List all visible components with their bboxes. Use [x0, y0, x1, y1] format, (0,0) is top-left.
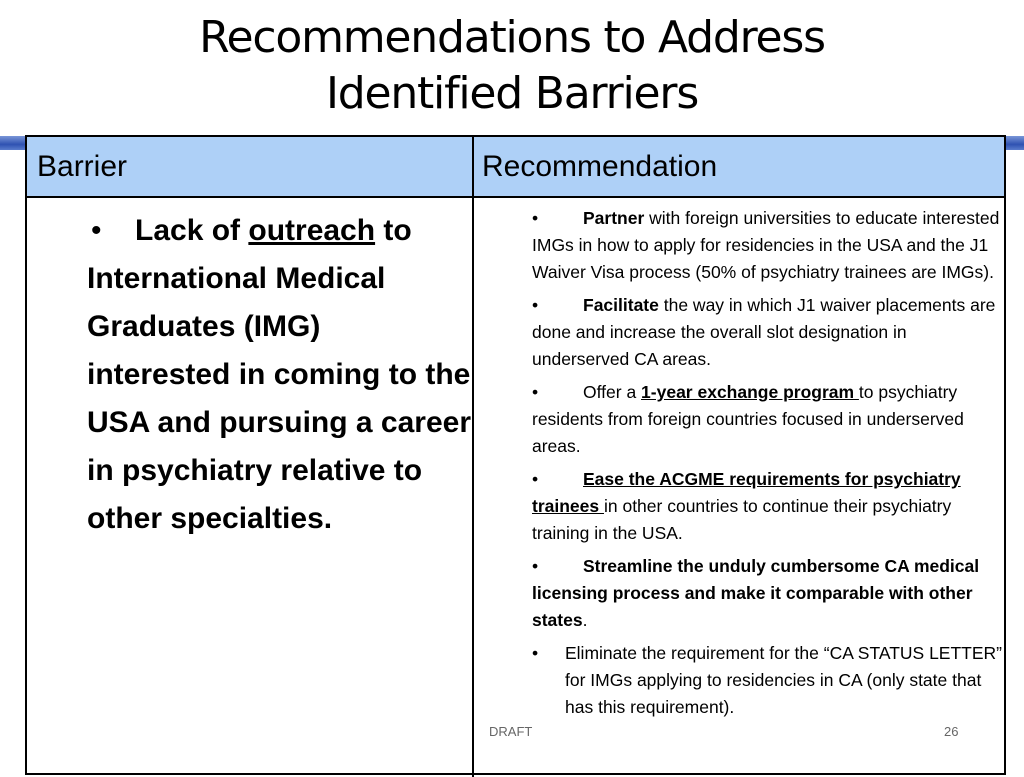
footer-draft-label: DRAFT — [489, 724, 533, 739]
decorative-band-left — [0, 136, 26, 150]
rec-pre: Offer a — [583, 382, 642, 402]
barrier-text-underlined: outreach — [248, 214, 376, 247]
slide-number: 26 — [944, 724, 959, 739]
bullet: • — [532, 643, 539, 663]
recommendation-item — [532, 205, 1002, 286]
barriers-table — [25, 135, 1006, 775]
slide-title-line-2: Identified Barriers — [325, 68, 699, 119]
recommendation-item — [532, 640, 1002, 721]
barrier-text-post: to International Medical Graduates (IMG) interested in coming to the USA and pursuing a career in psychiatry relative to other specialties. — [87, 214, 471, 535]
bullet: • — [532, 382, 539, 402]
rec-bold: Facilitate — [583, 295, 659, 315]
barrier-text-pre: Lack of — [135, 214, 249, 247]
rec-bold: Streamline the unduly cumbersome CA medical licensing process and make it comparable with other states — [532, 556, 980, 630]
bullet: • — [532, 295, 539, 315]
recommendation-item — [532, 379, 1002, 460]
bullet: • — [532, 208, 539, 228]
header-barrier: Barrier — [37, 150, 128, 183]
rec-text: to psychiatry residents from foreign countries focused in underserved areas. — [532, 382, 964, 456]
recommendation-item — [532, 553, 1002, 634]
rec-text: in other countries to continue their psychiatry training in the USA. — [532, 496, 952, 543]
slide-title — [0, 10, 1024, 122]
bullet: • — [532, 469, 539, 489]
rec-text: . — [582, 610, 588, 630]
bullet: • — [91, 214, 102, 247]
recommendation-item — [532, 292, 1002, 373]
header-recommendation: Recommendation — [482, 150, 718, 183]
rec-bold: Partner — [583, 208, 645, 228]
bullet: • — [532, 556, 539, 576]
recommendation-item — [532, 466, 1002, 547]
rec-bold-underlined: Ease the ACGME requirements for psychiatry trainees — [532, 469, 961, 516]
decorative-band-right — [1006, 136, 1024, 150]
table-header-row — [27, 137, 1004, 198]
rec-text: the way in which J1 waiver placements are done and increase the overall slot designation in underserved CA areas. — [532, 295, 996, 369]
column-divider — [472, 137, 474, 777]
recommendation-cell — [532, 205, 1002, 727]
barrier-cell — [87, 207, 472, 543]
slide-title-line-1: Recommendations to Address — [199, 12, 825, 63]
rec-text: with foreign universities to educate interested IMGs in how to apply for residencies in the USA and the J1 Waiver Visa process (50% of psychiatry trainees are IMGs). — [532, 208, 1000, 282]
rec-text: Eliminate the requirement for the “CA STATUS LETTER” for IMGs applying to residencies in CA (only state that has this requirement). — [565, 643, 1002, 717]
rec-bold-underlined: 1-year exchange program — [641, 382, 859, 402]
